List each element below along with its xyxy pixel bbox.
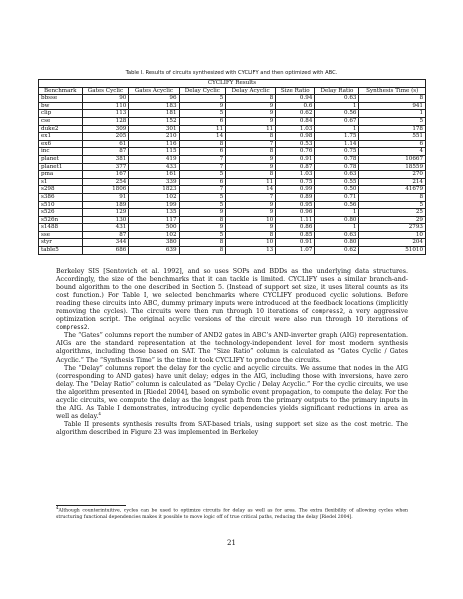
table-cell: 199: [129, 201, 179, 209]
benchmark-name-cell: bbsse: [39, 95, 83, 103]
table-cell: 130: [82, 216, 129, 224]
column-header: Delay Cyclic: [179, 87, 226, 95]
table-row: [39, 148, 426, 156]
benchmark-name-cell: planet1: [39, 163, 83, 171]
paragraph-1: [56, 268, 408, 332]
table-cell: 309: [82, 125, 129, 133]
table-cell: 18559: [359, 163, 426, 171]
table-cell: 0.91: [276, 155, 315, 163]
table-cell: 9: [226, 224, 276, 232]
table-row: [39, 140, 426, 148]
table-cell: 551: [359, 133, 426, 141]
table-cell: 1: [315, 102, 359, 110]
table-cell: 0.76: [276, 148, 315, 156]
table-row: [39, 178, 426, 186]
table-cell: 4: [359, 148, 426, 156]
table-cell: 8: [179, 239, 226, 247]
table-cell: 0.75: [315, 148, 359, 156]
table-cell: 11: [226, 178, 276, 186]
table-cell: 8: [226, 133, 276, 141]
table-cell: 205: [82, 133, 129, 141]
table-cell: 2793: [359, 224, 426, 232]
table-cell: 1.07: [276, 247, 315, 255]
table-row: [39, 125, 426, 133]
table-cell: 5: [179, 171, 226, 179]
table-cell: 8: [179, 247, 226, 255]
table-cell: 344: [82, 239, 129, 247]
table-cell: 189: [82, 201, 129, 209]
table-caption: Table I. Results of circuits synthesized with CYCLIFY and then optimized with ABC.: [125, 70, 338, 76]
table-cell: 301: [129, 125, 179, 133]
table-row: [39, 186, 426, 194]
table-row: [39, 201, 426, 209]
column-header: Gates Cyclic: [82, 87, 129, 95]
paragraph-1-part-b: , a very aggressive optimization script. The original acyclic versions of the circuit were also run through 10 iterations of: [56, 308, 408, 324]
table-cell: 0.95: [276, 201, 315, 209]
table-cell: 128: [82, 117, 129, 125]
table-cell: 13: [226, 247, 276, 255]
table-cell: 10: [226, 239, 276, 247]
benchmark-name-cell: cse: [39, 117, 83, 125]
table-row: [39, 247, 426, 255]
table-cell: 9: [226, 209, 276, 217]
table-cell: 1: [315, 125, 359, 133]
table-title-row: [39, 80, 426, 88]
table-cell: 1.03: [276, 125, 315, 133]
table-cell: 0.63: [315, 95, 359, 103]
table-cell: 0.80: [315, 216, 359, 224]
table-cell: 181: [129, 110, 179, 118]
table-cell: 11: [226, 125, 276, 133]
footnote-rule: [56, 505, 126, 506]
table-cell: 941: [359, 102, 426, 110]
table-cell: 110: [82, 102, 129, 110]
paragraph-3-text: The “Delay” columns report the delay for the cyclic and acyclic circuits. We assume that nodes in the AIG (corresponding to AND gates) have unit delay; edges in the AIG, including those with inversions, have zero delay. The “Delay Ratio” column is calculated as “Delay Cyclic / Delay Acyclic.” For the cyclic circuits, we use the algorithm presented in [Riedel 2004], based on symbolic event propagation, to compute the delay. For the acyclic circuits, we compute the delay as the longest path from the primary outputs to the primary inputs in the AIG. As Table I demonstrates, introducing cyclic dependencies yields significant reductions in area as well as delay.: [56, 364, 408, 420]
table-cell: 29: [359, 216, 426, 224]
table-cell: 8: [359, 193, 426, 201]
table-cell: 0.56: [315, 110, 359, 118]
table-cell: 380: [129, 239, 179, 247]
table-row: [39, 231, 426, 239]
footnote-mark: 4: [56, 505, 59, 510]
paragraph-4: Table II presents synthesis results from SAT-based trials, using support set size as the cost metric. The algorithm described in Figure 23 was implemented in Berkeley: [56, 420, 408, 436]
table-cell: 90: [82, 95, 129, 103]
table-cell: 8: [179, 140, 226, 148]
table-cell: 25: [359, 209, 426, 217]
column-header: Synthesis Time (s): [359, 87, 426, 95]
table-cell: 5: [359, 117, 426, 125]
table-cell: 377: [82, 163, 129, 171]
table-cell: 9: [226, 102, 276, 110]
benchmark-name-cell: duke2: [39, 125, 83, 133]
table-cell: 1: [315, 224, 359, 232]
table-cell: 9: [179, 102, 226, 110]
table-cell: 87: [82, 148, 129, 156]
table-cell: 5: [179, 193, 226, 201]
table-cell: 0.55: [315, 178, 359, 186]
paragraph-1-part-a: Berkeley SIS [Sentovich et al. 1992], and so uses SOPs and BDDs as the underlying data structures. Accordingly, the size of the benchmarks that it can tackle is limited. CYCLIFY uses a similar branch-and-bound algorithm to the one described in Section 5. (Instead of support set size, it uses literal counts as its cost function.) For Table I, we selected benchmarks where CYCLIFY produced cyclic solutions. Before reading these circuits into ABC, dummy primary inputs were introduced at the feedback locations (implicitly removing the cycles). The circuits were then run through 10 iterations of: [56, 268, 408, 316]
table-cell: 639: [129, 247, 179, 255]
table-cell: 9: [226, 155, 276, 163]
table-cell: 135: [129, 209, 179, 217]
benchmark-name-cell: s526: [39, 209, 83, 217]
table-row: [39, 110, 426, 118]
table-cell: 686: [82, 247, 129, 255]
column-header: Delay Acyclic: [226, 87, 276, 95]
benchmark-name-cell: styr: [39, 239, 83, 247]
benchmark-name-cell: s510: [39, 201, 83, 209]
table-cell: 1823: [129, 186, 179, 194]
table-cell: 9: [179, 209, 226, 217]
page-number: 21: [227, 539, 236, 547]
table-row: [39, 216, 426, 224]
table-cell: 5: [179, 110, 226, 118]
body-text: [56, 268, 408, 437]
table-cell: 116: [129, 140, 179, 148]
table-cell: 0.98: [276, 133, 315, 141]
table-cell: 0.78: [315, 163, 359, 171]
table-cell: 0.62: [276, 110, 315, 118]
table-cell: 102: [129, 193, 179, 201]
table-row: [39, 171, 426, 179]
table-cell: 129: [82, 209, 129, 217]
table-cell: 161: [129, 171, 179, 179]
table-row: [39, 102, 426, 110]
table-cell: 7: [179, 155, 226, 163]
table-cell: 0.99: [276, 186, 315, 194]
benchmark-name-cell: planet: [39, 155, 83, 163]
benchmark-name-cell: bw: [39, 102, 83, 110]
table-cell: 1.03: [276, 171, 315, 179]
table-row: [39, 155, 426, 163]
table-cell: 91: [82, 193, 129, 201]
table-cell: 51010: [359, 247, 426, 255]
results-table: [38, 79, 426, 255]
table-cell: 0.67: [315, 117, 359, 125]
table-cell: 8: [226, 231, 276, 239]
table-cell: 0.78: [315, 155, 359, 163]
table-cell: 7: [179, 163, 226, 171]
table-row: [39, 163, 426, 171]
table-cell: 6: [359, 140, 426, 148]
table-cell: 6: [179, 117, 226, 125]
benchmark-name-cell: inc: [39, 148, 83, 156]
table-cell: 254: [82, 178, 129, 186]
table-cell: 9: [226, 110, 276, 118]
table-cell: 7: [226, 193, 276, 201]
table-cell: 61: [82, 140, 129, 148]
table-row: [39, 133, 426, 141]
table-cell: 9: [226, 201, 276, 209]
table-cell: 1.75: [315, 133, 359, 141]
benchmark-name-cell: s386: [39, 193, 83, 201]
table-cell: 178: [359, 125, 426, 133]
table-cell: 0.91: [276, 239, 315, 247]
table-cell: 7: [179, 186, 226, 194]
table-cell: 339: [129, 178, 179, 186]
table-cell: 167: [82, 171, 129, 179]
table-cell: 0.89: [276, 193, 315, 201]
table-cell: 1.11: [276, 216, 315, 224]
table-cell: 0.94: [276, 95, 315, 103]
footnote-text: Although counterintuitive, cycles can be used to optimize circuits for delay as well as for area. The extra flexibility of allowing cycles when structuring functional dependencies makes it possible to move logic off of true critical paths, reducing the delay [Riedel 2004].: [56, 508, 408, 520]
table-cell: 1: [315, 209, 359, 217]
table-title: CYCLIFY Results: [39, 80, 426, 88]
table-cell: 419: [129, 155, 179, 163]
table-cell: 0.63: [315, 231, 359, 239]
table-cell: 0.87: [276, 163, 315, 171]
benchmark-name-cell: s1488: [39, 224, 83, 232]
table-cell: 0.84: [276, 117, 315, 125]
table-cell: 8: [226, 95, 276, 103]
table-cell: 8: [359, 95, 426, 103]
benchmark-name-cell: sse: [39, 231, 83, 239]
footnote-reference: 4: [98, 410, 101, 416]
table-cell: 204: [359, 239, 426, 247]
benchmark-name-cell: ex6: [39, 140, 83, 148]
benchmark-name-cell: clip: [39, 110, 83, 118]
column-header: Gates Acyclic: [129, 87, 179, 95]
table-cell: 115: [129, 148, 179, 156]
table-cell: 9: [226, 163, 276, 171]
table-cell: 8: [226, 148, 276, 156]
table-cell: 431: [82, 224, 129, 232]
table-cell: 41679: [359, 186, 426, 194]
code-compress2-second: compress2: [56, 325, 88, 332]
table-cell: 433: [129, 163, 179, 171]
table-cell: 9: [179, 224, 226, 232]
table-cell: 0.86: [276, 224, 315, 232]
table-cell: 9: [226, 117, 276, 125]
table-cell: 5: [179, 95, 226, 103]
table-cell: 96: [129, 95, 179, 103]
table-cell: 0.85: [276, 231, 315, 239]
code-compress2: compress2: [311, 309, 344, 316]
table-cell: 210: [129, 133, 179, 141]
table-cell: 0.63: [315, 171, 359, 179]
table-cell: 0.56: [315, 201, 359, 209]
table-cell: 10667: [359, 155, 426, 163]
table-cell: 500: [129, 224, 179, 232]
table-cell: 8: [226, 171, 276, 179]
table-cell: 11: [179, 125, 226, 133]
table-cell: 0.50: [315, 186, 359, 194]
paragraph-2: The “Gates” columns report the number of AND2 gates in ABC’s AND-inverter graph (AIG) representation. AIGs are the standard representation at the technology-independent level for most modern synthesis algorithms, including those based on SAT. The “Size Ratio” column is calculated as “Gates Cyclic / Gates Acyclic.” The “Synthesis Time” is the time it took CYCLIFY to produce the circuits.: [56, 332, 408, 364]
table-row: [39, 95, 426, 103]
benchmark-name-cell: ex1: [39, 133, 83, 141]
table-cell: 152: [129, 117, 179, 125]
table-cell: 1806: [82, 186, 129, 194]
table-row: [39, 117, 426, 125]
benchmark-name-cell: s1: [39, 178, 83, 186]
table-cell: 87: [82, 231, 129, 239]
column-header: Benchmark: [39, 87, 83, 95]
table-row: [39, 239, 426, 247]
column-header: Size Ratio: [276, 87, 315, 95]
table-cell: 113: [82, 110, 129, 118]
paragraph-3: [56, 365, 408, 421]
benchmark-name-cell: pma: [39, 171, 83, 179]
table-cell: 1: [359, 110, 426, 118]
table-cell: 270: [359, 171, 426, 179]
benchmark-name-cell: table5: [39, 247, 83, 255]
table-cell: 5: [179, 201, 226, 209]
benchmark-name-cell: s298: [39, 186, 83, 194]
table-body: [39, 95, 426, 254]
table-cell: 214: [359, 178, 426, 186]
table-cell: 14: [226, 186, 276, 194]
table-cell: 0.75: [276, 178, 315, 186]
table-cell: 381: [82, 155, 129, 163]
column-header: Delay Ratio: [315, 87, 359, 95]
footnote: [56, 505, 408, 521]
table-cell: 0.71: [315, 193, 359, 201]
table-row: [39, 224, 426, 232]
benchmark-name-cell: s526n: [39, 216, 83, 224]
table-cell: 10: [359, 231, 426, 239]
paragraph-1-part-c: .: [87, 324, 90, 332]
table-cell: 0.96: [276, 209, 315, 217]
table-row: [39, 209, 426, 217]
table-cell: 10: [226, 216, 276, 224]
table-cell: 183: [129, 102, 179, 110]
table-cell: 0.80: [315, 239, 359, 247]
table-row: [39, 193, 426, 201]
table-cell: 6: [179, 178, 226, 186]
table-cell: 6: [179, 148, 226, 156]
table-cell: 1.14: [315, 140, 359, 148]
table-cell: 117: [129, 216, 179, 224]
table-cell: 14: [179, 133, 226, 141]
table-cell: 0.62: [315, 247, 359, 255]
table-cell: 102: [129, 231, 179, 239]
table-cell: 5: [179, 231, 226, 239]
table-cell: 0.6: [276, 102, 315, 110]
table-cell: 8: [179, 216, 226, 224]
table-cell: 5: [359, 201, 426, 209]
table-cell: 0.53: [276, 140, 315, 148]
table-header-row: [39, 87, 426, 95]
table-cell: 7: [226, 140, 276, 148]
